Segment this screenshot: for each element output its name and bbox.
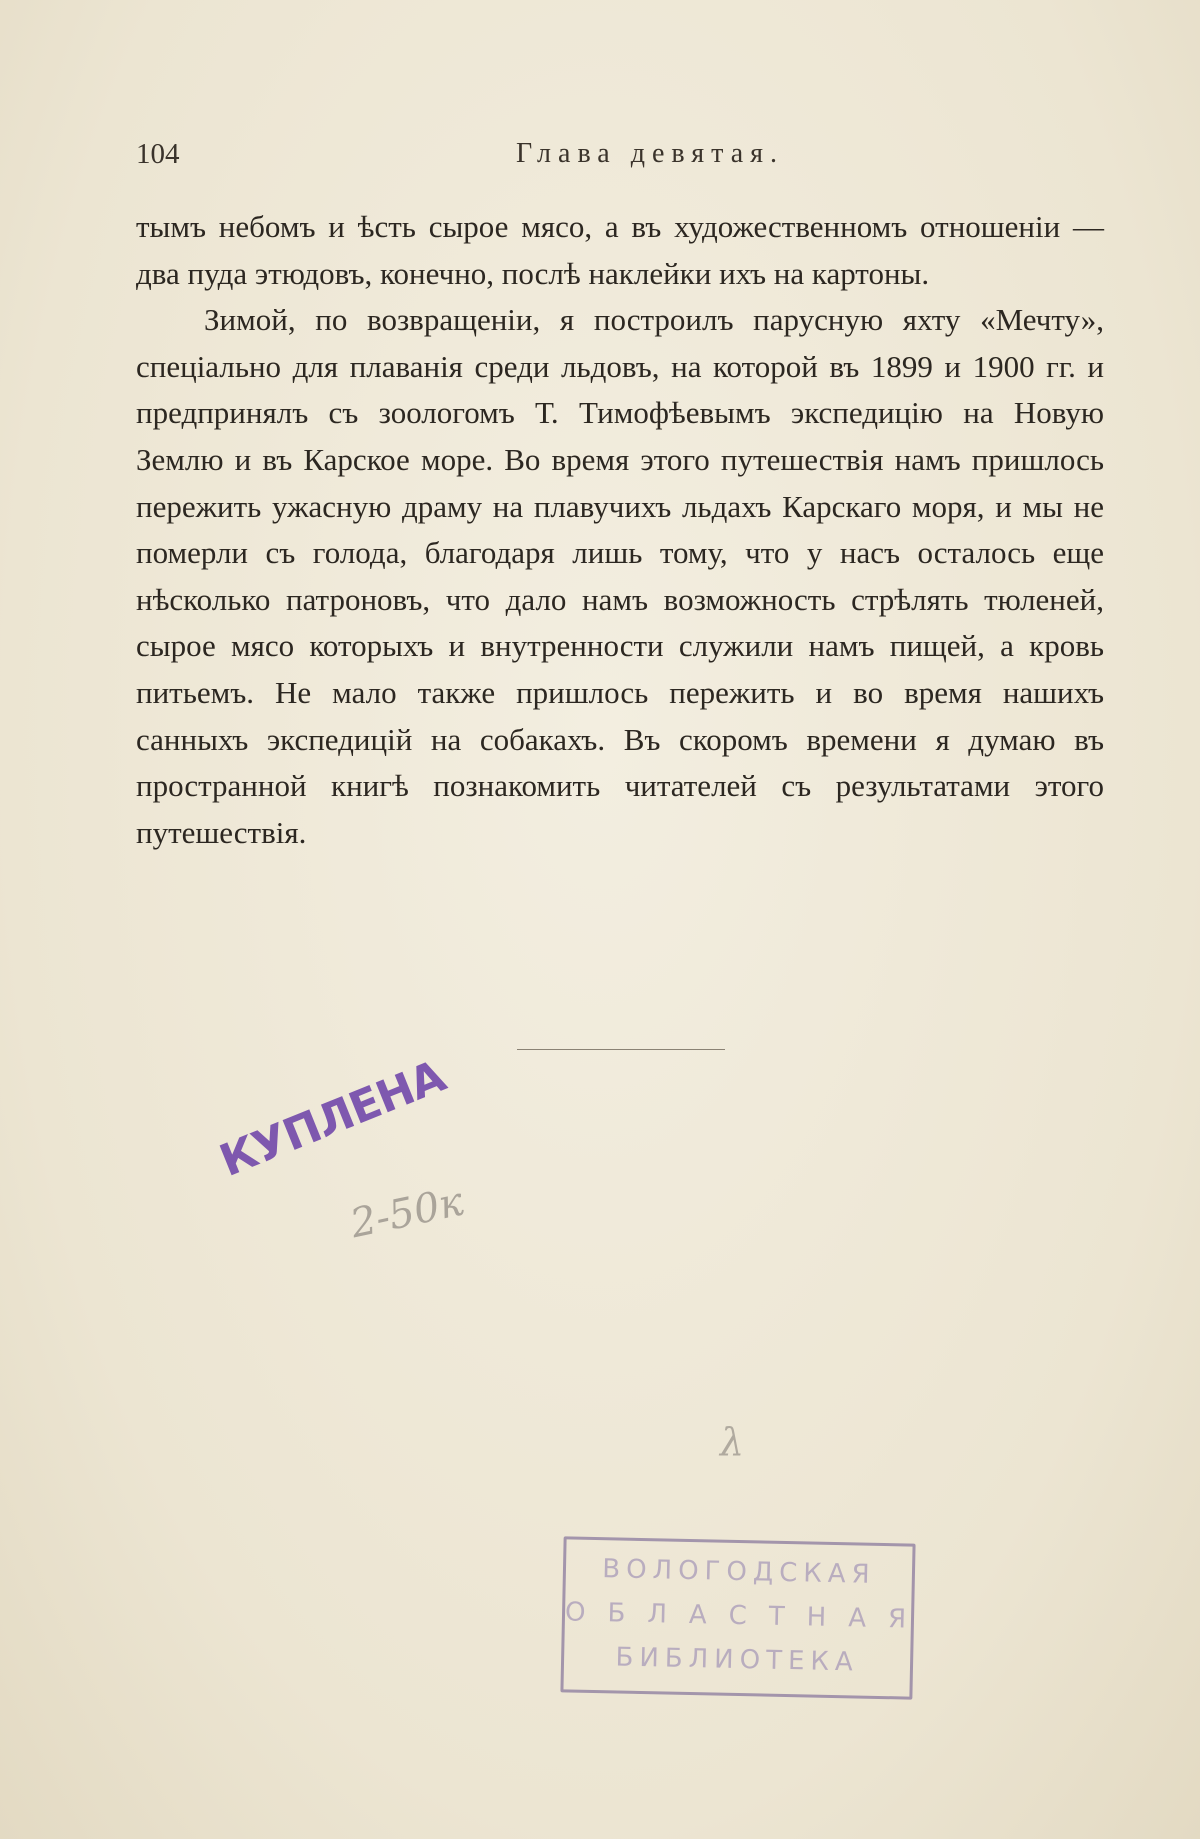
handwritten-price-note: 2-50к [346, 1178, 468, 1248]
running-head [136, 138, 1104, 178]
chapter-title: Глава девятая. [515, 138, 785, 169]
body-text [136, 204, 1104, 856]
purchased-stamp-text: КУПЛЕНА [212, 1050, 452, 1187]
library-stamp-line-2: ОБЛАСТНАЯ [564, 1597, 929, 1635]
section-end-rule [517, 1049, 725, 1050]
library-stamp [560, 1536, 929, 1699]
pencil-mark: λ [720, 1420, 745, 1464]
paragraph-continuation: тымъ небомъ и ѣсть сырое мясо, а въ художественномъ отношенiи — два пуда этюдовъ, конечно, послѣ наклейки ихъ на картоны. [136, 209, 1104, 291]
page-number: 104 [136, 138, 180, 170]
library-stamp-line-3: БИБЛИОТЕКА [615, 1642, 859, 1678]
library-stamp-line-1: ВОЛОГОДСКАЯ [601, 1554, 876, 1590]
paragraph-expedition: Зимой, по возвращенiи, я построилъ парусную яхту «Мечту», спецiально для плаванiя среди льдовъ, на которой въ 1899 и 1900 гг. и предпринялъ съ зоологомъ Т. Тимофѣевымъ экспедицiю на Новую Землю и въ Карское море. Во время этого путешествiя намъ пришлось пережить ужасную драму на плавучихъ льдахъ Карскаго моря, и мы не померли съ голода, благодаря лишь тому, что у насъ осталось еще нѣсколько патроновъ, что дало намъ возможность стрѣлять тюленей, сырое мясо которыхъ и внутренности служили намъ пищей, а кровь питьемъ. Не мало также пришлось пережить и во время нашихъ санныхъ экспедицiй на собакахъ. Въ скоромъ времени я думаю въ пространной книгѣ познакомить читателей съ результатами этого путешествiя. [136, 302, 1104, 850]
